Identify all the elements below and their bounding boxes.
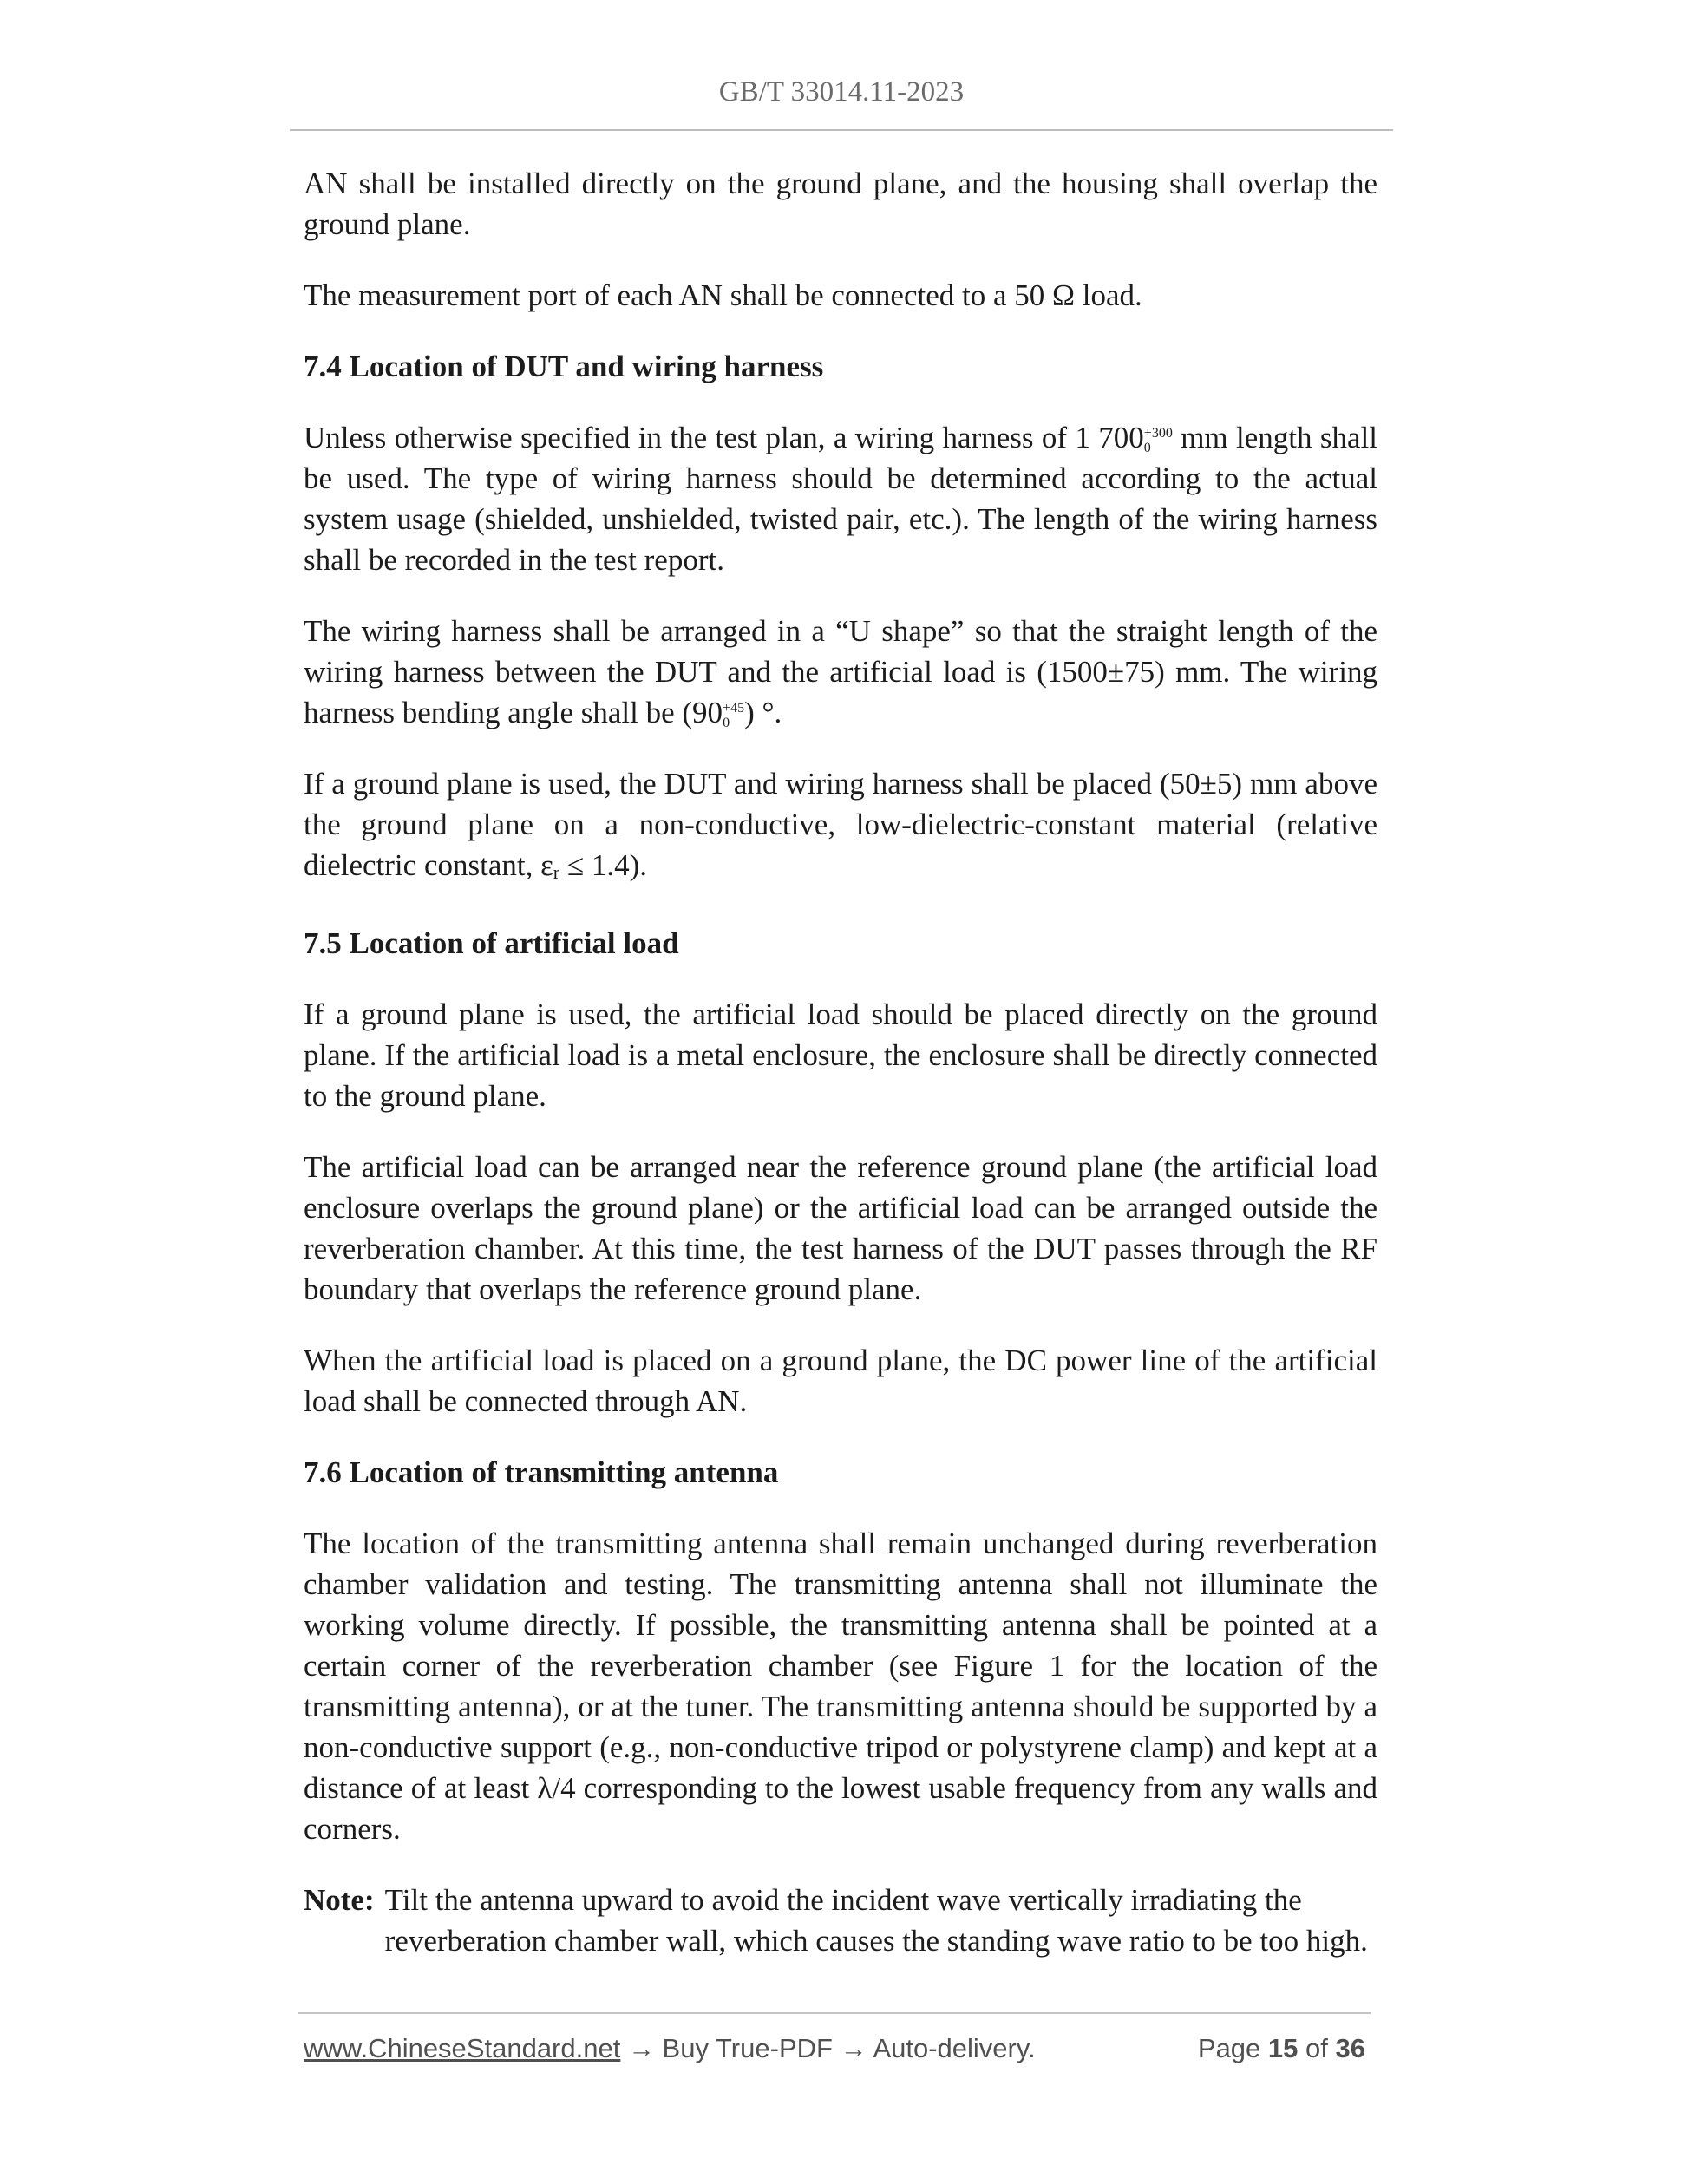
total-pages: 36 [1335, 2033, 1365, 2063]
angle-tolerance [723, 701, 744, 730]
footer-tagline: → Buy True-PDF → Auto-delivery. [620, 2033, 1036, 2063]
site-link[interactable]: www.ChineseStandard.net [304, 2033, 621, 2063]
heading-7-4: 7.4 Location of DUT and wiring harness [304, 350, 824, 383]
note-block [304, 1880, 1377, 1961]
paragraph-measurement-port: The measurement port of each AN shall be connected to a 50 Ω load. [304, 278, 1142, 312]
angle-tolerance-lower: 0 [723, 715, 730, 730]
note-text [385, 1880, 1368, 1961]
length-tolerance-upper: +300 [1143, 425, 1173, 441]
paragraph-u-shape [304, 611, 1377, 733]
paragraph-load-placement: If a ground plane is used, the artificial load should be placed directly on the ground plane. If the artificial load is a metal enclosure, the enclosure shall be directly connected to the ground plane. [304, 997, 1377, 1113]
paragraph-ground-plane-height [304, 763, 1377, 893]
heading-7-6: 7.6 Location of transmitting antenna [304, 1455, 779, 1489]
note-line-1: Tilt the antenna upward to avoid the incident wave vertically irradiating the [384, 1883, 1302, 1917]
u-shape-text-cont: ) °. [744, 696, 782, 729]
ground-plane-text-cont: ≤ 1.4). [559, 848, 647, 882]
harness-length-text-cont: mm length shall be used. The type of wiring harness should be determined according to the actual system usage (shielded, unshielded, twisted pair, etc.). The length of the wiring harness shall be recorded in the test report. [304, 421, 1377, 577]
page-word: Page [1197, 2033, 1261, 2063]
paragraph-antenna-location: The location of the transmitting antenna shall remain unchanged during reverberation chamber validation and testing. The transmitting antenna shall not illuminate the working volume directly. If possible, the transmitting antenna shall be pointed at a certain corner of the reverberation chamber (see Figure 1 for the location of the transmitting antenna), or at the tuner. The transmitting antenna should be supported by a non-conductive support (e.g., non-conductive tripod or polystyrene clamp) and kept at a distance of at least λ/4 corresponding to the lowest usable frequency from any walls and corners. [304, 1527, 1377, 1846]
length-tolerance [1144, 426, 1173, 455]
page-number: 15 [1267, 2033, 1299, 2063]
page-body [304, 163, 1377, 1961]
harness-length-text: Unless otherwise specified in the test plan, a wiring harness of 1 700 [304, 421, 1144, 454]
note-line-2: reverberation chamber wall, which causes the standing wave ratio to be too high. [384, 1924, 1368, 1958]
heading-7-5: 7.5 Location of artificial load [304, 926, 679, 960]
page-footer [304, 2030, 1371, 2068]
angle-tolerance-upper: +45 [723, 700, 745, 716]
note-label: Note: [304, 1883, 375, 1917]
paragraph-dc-power-line: When the artificial load is placed on a ground plane, the DC power line of the artificial load shall be connected through AN. [304, 1344, 1377, 1418]
paragraph-an-installation: AN shall be installed directly on the ground plane, and the housing shall overlap the ground plane. [304, 167, 1377, 241]
u-shape-text: The wiring harness shall be arranged in a “U shape” so that the straight length of the wiring harness between the DUT and the artificial load is (1500±75) mm. The wiring harness bending angle shall be (90 [304, 614, 1377, 729]
paragraph-load-arrangement: The artificial load can be arranged near the reference ground plane (the artificial load enclosure overlaps the ground plane) or the artificial load can be arranged outside the reverberation chamber. At this time, the test harness of the DUT passes through the RF boundary that overlaps the reference ground plane. [304, 1150, 1377, 1306]
of-word: of [1305, 2033, 1328, 2063]
paragraph-harness-length [304, 417, 1377, 580]
ground-plane-text: If a ground plane is used, the DUT and wiring harness shall be placed (50±5) mm above the ground plane on a non-conductive, low-dielectric-constant material (relative dielectric constant, ε [304, 767, 1377, 882]
page-indicator [1198, 2030, 1365, 2068]
header-divider [290, 129, 1393, 131]
footer-divider [298, 2012, 1371, 2014]
epsilon-subscript: r [553, 861, 560, 883]
document-code-header: GB/T 33014.11-2023 [718, 76, 965, 108]
length-tolerance-lower: 0 [1143, 440, 1151, 455]
